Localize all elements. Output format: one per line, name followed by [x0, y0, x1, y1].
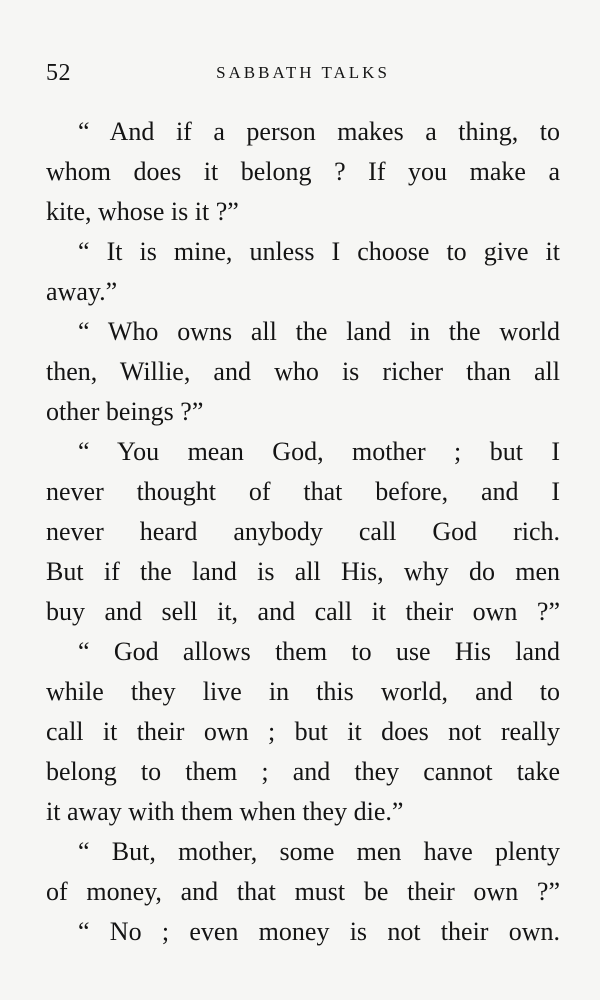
- text-line: other beings ?”: [46, 397, 204, 426]
- text-line: while they live in this world, and to: [46, 677, 560, 706]
- text-line: “ But, mother, some men have plenty: [78, 837, 560, 866]
- page-number: 52: [46, 60, 71, 86]
- text-line: it away with them when they die.”: [46, 797, 404, 826]
- text-line: But if the land is all His, why do men: [46, 557, 560, 586]
- text-line: then, Willie, and who is richer than all: [46, 357, 560, 386]
- text-line: “ It is mine, unless I choose to give it: [78, 237, 560, 266]
- text-line: kite, whose is it ?”: [46, 197, 239, 226]
- text-line: whom does it belong ? If you make a: [46, 157, 560, 186]
- text-line: never thought of that before, and I: [46, 477, 560, 506]
- text-line: away.”: [46, 277, 118, 306]
- text-line: belong to them ; and they cannot take: [46, 757, 560, 786]
- page-header: [46, 56, 560, 90]
- text-line: never heard anybody call God rich.: [46, 517, 560, 546]
- text-line: “ No ; even money is not their own.: [78, 917, 560, 946]
- text-line: “ And if a person makes a thing, to: [78, 117, 560, 146]
- text-line: buy and sell it, and call it their own ?”: [46, 597, 560, 626]
- text-line: of money, and that must be their own ?”: [46, 877, 560, 906]
- text-line: “ Who owns all the land in the world: [78, 317, 560, 346]
- text-line: “ God allows them to use His land: [78, 637, 560, 666]
- text-line: “ You mean God, mother ; but I: [78, 437, 560, 466]
- text-line: call it their own ; but it does not really: [46, 717, 560, 746]
- running-head: SABBATH TALKS: [216, 63, 390, 82]
- body-text: [46, 112, 560, 952]
